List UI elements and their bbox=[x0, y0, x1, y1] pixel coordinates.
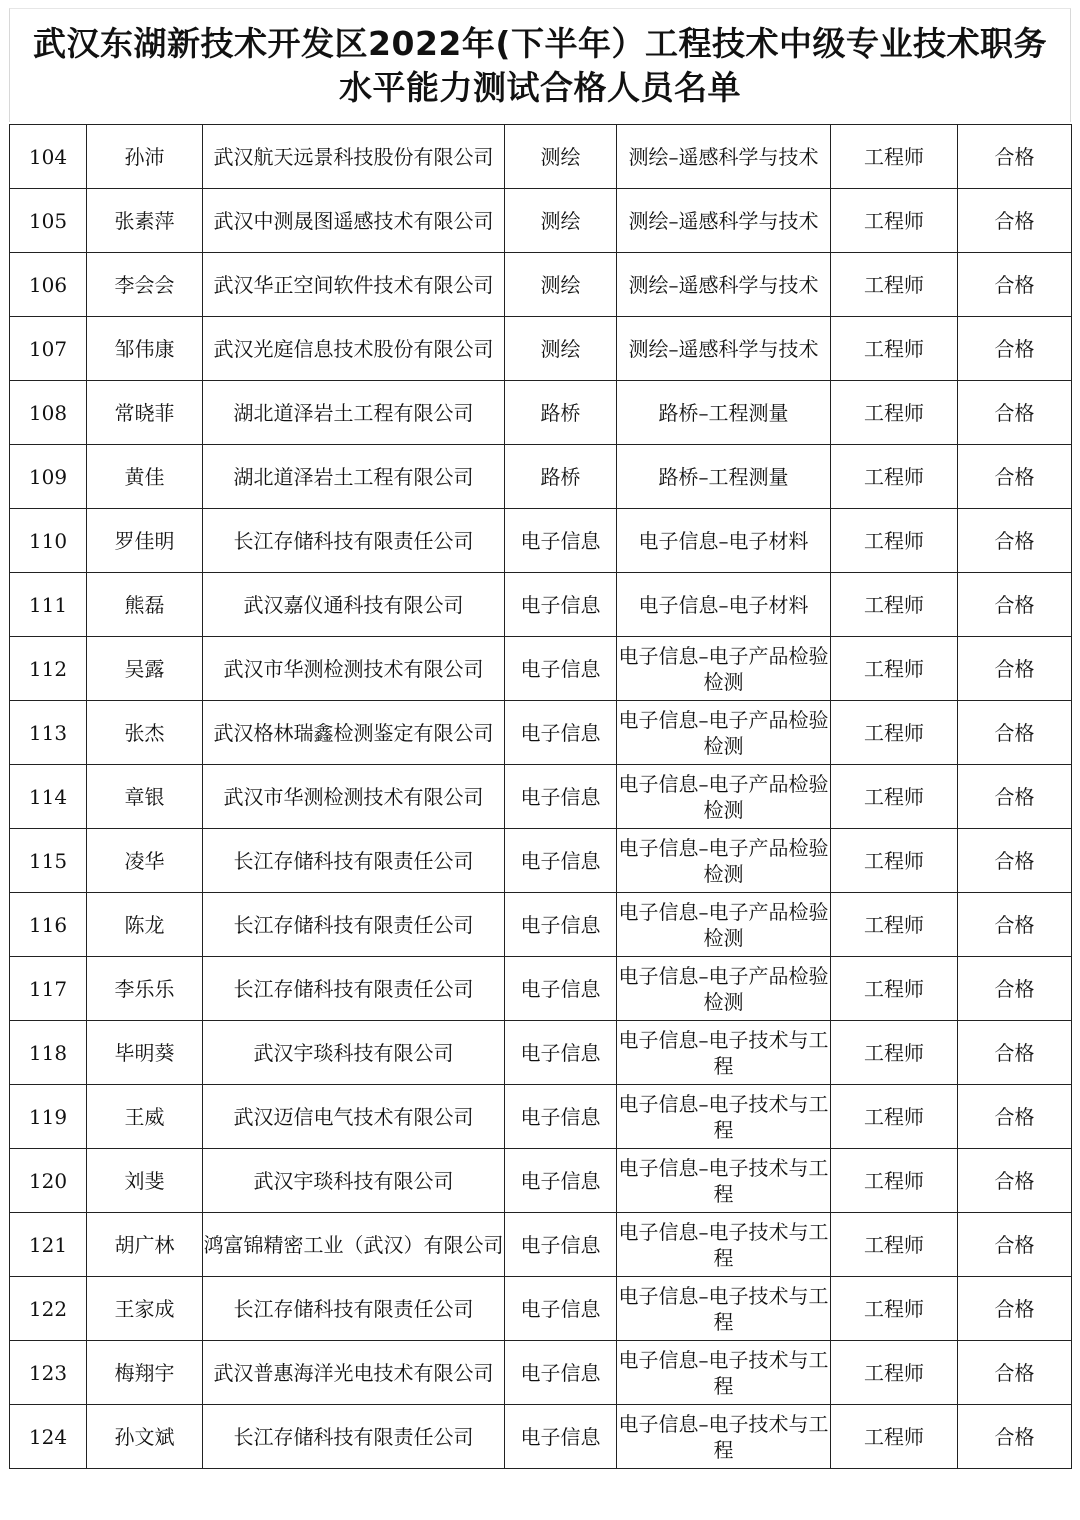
specialty-field-cell: 测绘 bbox=[505, 317, 617, 381]
company-cell: 湖北道泽岩土工程有限公司 bbox=[203, 381, 505, 445]
sub-specialty-cell: 电子信息–电子技术与工程 bbox=[617, 1277, 831, 1341]
person-name-cell: 熊磊 bbox=[87, 573, 203, 637]
serial-number-cell: 114 bbox=[10, 765, 87, 829]
company-cell: 长江存储科技有限责任公司 bbox=[203, 893, 505, 957]
specialty-field-cell: 电子信息 bbox=[505, 637, 617, 701]
specialty-field-cell: 电子信息 bbox=[505, 1405, 617, 1469]
serial-number-cell: 117 bbox=[10, 957, 87, 1021]
company-cell: 武汉市华测检测技术有限公司 bbox=[203, 765, 505, 829]
sub-specialty-cell: 电子信息–电子产品检验检测 bbox=[617, 829, 831, 893]
specialty-field-cell: 电子信息 bbox=[505, 1021, 617, 1085]
sub-specialty-cell: 电子信息–电子技术与工程 bbox=[617, 1213, 831, 1277]
serial-number-cell: 112 bbox=[10, 637, 87, 701]
company-cell: 武汉迈信电气技术有限公司 bbox=[203, 1085, 505, 1149]
table-row bbox=[10, 509, 1072, 573]
result-cell: 合格 bbox=[958, 253, 1072, 317]
specialty-field-cell: 电子信息 bbox=[505, 765, 617, 829]
person-name-cell: 毕明葵 bbox=[87, 1021, 203, 1085]
serial-number-cell: 113 bbox=[10, 701, 87, 765]
qualification-title-cell: 工程师 bbox=[831, 125, 958, 189]
qualification-title-cell: 工程师 bbox=[831, 253, 958, 317]
company-cell: 武汉航天远景科技股份有限公司 bbox=[203, 125, 505, 189]
result-cell: 合格 bbox=[958, 1085, 1072, 1149]
serial-number-cell: 121 bbox=[10, 1213, 87, 1277]
result-cell: 合格 bbox=[958, 125, 1072, 189]
table-row bbox=[10, 189, 1072, 253]
table-row bbox=[10, 125, 1072, 189]
person-name-cell: 李乐乐 bbox=[87, 957, 203, 1021]
specialty-field-cell: 路桥 bbox=[505, 445, 617, 509]
sub-specialty-cell: 电子信息–电子技术与工程 bbox=[617, 1085, 831, 1149]
specialty-field-cell: 电子信息 bbox=[505, 829, 617, 893]
result-cell: 合格 bbox=[958, 1149, 1072, 1213]
specialty-field-cell: 电子信息 bbox=[505, 701, 617, 765]
result-cell: 合格 bbox=[958, 765, 1072, 829]
serial-number-cell: 124 bbox=[10, 1405, 87, 1469]
serial-number-cell: 118 bbox=[10, 1021, 87, 1085]
person-name-cell: 常晓菲 bbox=[87, 381, 203, 445]
person-name-cell: 李会会 bbox=[87, 253, 203, 317]
specialty-field-cell: 测绘 bbox=[505, 189, 617, 253]
result-cell: 合格 bbox=[958, 189, 1072, 253]
serial-number-cell: 123 bbox=[10, 1341, 87, 1405]
specialty-field-cell: 电子信息 bbox=[505, 573, 617, 637]
person-name-cell: 孙文斌 bbox=[87, 1405, 203, 1469]
result-cell: 合格 bbox=[958, 957, 1072, 1021]
result-cell: 合格 bbox=[958, 317, 1072, 381]
result-cell: 合格 bbox=[958, 573, 1072, 637]
table-row bbox=[10, 1021, 1072, 1085]
person-name-cell: 孙沛 bbox=[87, 125, 203, 189]
table-row bbox=[10, 1213, 1072, 1277]
result-cell: 合格 bbox=[958, 701, 1072, 765]
serial-number-cell: 111 bbox=[10, 573, 87, 637]
result-cell: 合格 bbox=[958, 1405, 1072, 1469]
qualification-title-cell: 工程师 bbox=[831, 317, 958, 381]
table-row bbox=[10, 701, 1072, 765]
qualification-title-cell: 工程师 bbox=[831, 1405, 958, 1469]
serial-number-cell: 107 bbox=[10, 317, 87, 381]
sub-specialty-cell: 测绘–遥感科学与技术 bbox=[617, 189, 831, 253]
company-cell: 长江存储科技有限责任公司 bbox=[203, 829, 505, 893]
serial-number-cell: 106 bbox=[10, 253, 87, 317]
sub-specialty-cell: 电子信息–电子技术与工程 bbox=[617, 1021, 831, 1085]
company-cell: 湖北道泽岩土工程有限公司 bbox=[203, 445, 505, 509]
sub-specialty-cell: 电子信息–电子产品检验检测 bbox=[617, 957, 831, 1021]
person-name-cell: 胡广林 bbox=[87, 1213, 203, 1277]
qualification-title-cell: 工程师 bbox=[831, 1277, 958, 1341]
qualification-title-cell: 工程师 bbox=[831, 893, 958, 957]
qualification-title-cell: 工程师 bbox=[831, 381, 958, 445]
result-cell: 合格 bbox=[958, 829, 1072, 893]
sub-specialty-cell: 测绘–遥感科学与技术 bbox=[617, 317, 831, 381]
specialty-field-cell: 电子信息 bbox=[505, 1277, 617, 1341]
document-title bbox=[9, 8, 1071, 122]
company-cell: 武汉光庭信息技术股份有限公司 bbox=[203, 317, 505, 381]
company-cell: 长江存储科技有限责任公司 bbox=[203, 509, 505, 573]
qualification-title-cell: 工程师 bbox=[831, 1213, 958, 1277]
person-name-cell: 梅翔宇 bbox=[87, 1341, 203, 1405]
roster-body bbox=[10, 125, 1072, 1469]
qualification-title-cell: 工程师 bbox=[831, 701, 958, 765]
person-name-cell: 王威 bbox=[87, 1085, 203, 1149]
roster-table bbox=[9, 124, 1072, 1469]
sub-specialty-cell: 路桥–工程测量 bbox=[617, 381, 831, 445]
table-row bbox=[10, 1149, 1072, 1213]
sub-specialty-cell: 电子信息–电子产品检验检测 bbox=[617, 893, 831, 957]
serial-number-cell: 104 bbox=[10, 125, 87, 189]
sub-specialty-cell: 电子信息–电子材料 bbox=[617, 573, 831, 637]
result-cell: 合格 bbox=[958, 445, 1072, 509]
person-name-cell: 黄佳 bbox=[87, 445, 203, 509]
specialty-field-cell: 测绘 bbox=[505, 253, 617, 317]
serial-number-cell: 119 bbox=[10, 1085, 87, 1149]
specialty-field-cell: 电子信息 bbox=[505, 957, 617, 1021]
table-row bbox=[10, 1405, 1072, 1469]
sub-specialty-cell: 电子信息–电子产品检验检测 bbox=[617, 637, 831, 701]
table-row bbox=[10, 381, 1072, 445]
person-name-cell: 章银 bbox=[87, 765, 203, 829]
serial-number-cell: 122 bbox=[10, 1277, 87, 1341]
person-name-cell: 张素萍 bbox=[87, 189, 203, 253]
table-row bbox=[10, 253, 1072, 317]
result-cell: 合格 bbox=[958, 1277, 1072, 1341]
serial-number-cell: 115 bbox=[10, 829, 87, 893]
qualification-title-cell: 工程师 bbox=[831, 189, 958, 253]
table-row bbox=[10, 957, 1072, 1021]
title-line-2: 水平能力测试合格人员名单 bbox=[339, 67, 741, 107]
sub-specialty-cell: 路桥–工程测量 bbox=[617, 445, 831, 509]
person-name-cell: 张杰 bbox=[87, 701, 203, 765]
person-name-cell: 王家成 bbox=[87, 1277, 203, 1341]
result-cell: 合格 bbox=[958, 1021, 1072, 1085]
sub-specialty-cell: 电子信息–电子技术与工程 bbox=[617, 1149, 831, 1213]
table-row bbox=[10, 637, 1072, 701]
qualification-title-cell: 工程师 bbox=[831, 957, 958, 1021]
result-cell: 合格 bbox=[958, 1213, 1072, 1277]
qualification-title-cell: 工程师 bbox=[831, 1085, 958, 1149]
person-name-cell: 邹伟康 bbox=[87, 317, 203, 381]
specialty-field-cell: 电子信息 bbox=[505, 1149, 617, 1213]
company-cell: 武汉市华测检测技术有限公司 bbox=[203, 637, 505, 701]
sub-specialty-cell: 电子信息–电子产品检验检测 bbox=[617, 765, 831, 829]
table-row bbox=[10, 1085, 1072, 1149]
sub-specialty-cell: 测绘–遥感科学与技术 bbox=[617, 125, 831, 189]
qualification-title-cell: 工程师 bbox=[831, 765, 958, 829]
sub-specialty-cell: 电子信息–电子产品检验检测 bbox=[617, 701, 831, 765]
company-cell: 长江存储科技有限责任公司 bbox=[203, 1405, 505, 1469]
person-name-cell: 吴露 bbox=[87, 637, 203, 701]
company-cell: 长江存储科技有限责任公司 bbox=[203, 957, 505, 1021]
serial-number-cell: 108 bbox=[10, 381, 87, 445]
result-cell: 合格 bbox=[958, 509, 1072, 573]
company-cell: 武汉中测晟图遥感技术有限公司 bbox=[203, 189, 505, 253]
company-cell: 武汉宇琰科技有限公司 bbox=[203, 1021, 505, 1085]
table-row bbox=[10, 765, 1072, 829]
qualification-title-cell: 工程师 bbox=[831, 1021, 958, 1085]
specialty-field-cell: 测绘 bbox=[505, 125, 617, 189]
qualification-title-cell: 工程师 bbox=[831, 637, 958, 701]
specialty-field-cell: 电子信息 bbox=[505, 1085, 617, 1149]
result-cell: 合格 bbox=[958, 893, 1072, 957]
result-cell: 合格 bbox=[958, 637, 1072, 701]
table-row bbox=[10, 893, 1072, 957]
person-name-cell: 凌华 bbox=[87, 829, 203, 893]
company-cell: 武汉普惠海洋光电技术有限公司 bbox=[203, 1341, 505, 1405]
specialty-field-cell: 电子信息 bbox=[505, 893, 617, 957]
person-name-cell: 陈龙 bbox=[87, 893, 203, 957]
serial-number-cell: 110 bbox=[10, 509, 87, 573]
table-row bbox=[10, 317, 1072, 381]
qualification-title-cell: 工程师 bbox=[831, 509, 958, 573]
table-row bbox=[10, 829, 1072, 893]
sub-specialty-cell: 电子信息–电子材料 bbox=[617, 509, 831, 573]
company-cell: 武汉宇琰科技有限公司 bbox=[203, 1149, 505, 1213]
specialty-field-cell: 电子信息 bbox=[505, 1213, 617, 1277]
table-row bbox=[10, 573, 1072, 637]
specialty-field-cell: 路桥 bbox=[505, 381, 617, 445]
qualification-title-cell: 工程师 bbox=[831, 573, 958, 637]
person-name-cell: 刘斐 bbox=[87, 1149, 203, 1213]
company-cell: 鸿富锦精密工业（武汉）有限公司 bbox=[203, 1213, 505, 1277]
serial-number-cell: 116 bbox=[10, 893, 87, 957]
qualification-title-cell: 工程师 bbox=[831, 829, 958, 893]
company-cell: 长江存储科技有限责任公司 bbox=[203, 1277, 505, 1341]
qualification-title-cell: 工程师 bbox=[831, 445, 958, 509]
sub-specialty-cell: 电子信息–电子技术与工程 bbox=[617, 1341, 831, 1405]
company-cell: 武汉格林瑞鑫检测鉴定有限公司 bbox=[203, 701, 505, 765]
serial-number-cell: 109 bbox=[10, 445, 87, 509]
result-cell: 合格 bbox=[958, 1341, 1072, 1405]
table-row bbox=[10, 1277, 1072, 1341]
table-row bbox=[10, 1341, 1072, 1405]
company-cell: 武汉华正空间软件技术有限公司 bbox=[203, 253, 505, 317]
serial-number-cell: 120 bbox=[10, 1149, 87, 1213]
result-cell: 合格 bbox=[958, 381, 1072, 445]
company-cell: 武汉嘉仪通科技有限公司 bbox=[203, 573, 505, 637]
sub-specialty-cell: 电子信息–电子技术与工程 bbox=[617, 1405, 831, 1469]
table-row bbox=[10, 445, 1072, 509]
specialty-field-cell: 电子信息 bbox=[505, 1341, 617, 1405]
qualification-title-cell: 工程师 bbox=[831, 1341, 958, 1405]
title-line-1: 武汉东湖新技术开发区2022年(下半年）工程技术中级专业技术职务 bbox=[33, 23, 1047, 63]
person-name-cell: 罗佳明 bbox=[87, 509, 203, 573]
serial-number-cell: 105 bbox=[10, 189, 87, 253]
specialty-field-cell: 电子信息 bbox=[505, 509, 617, 573]
qualification-title-cell: 工程师 bbox=[831, 1149, 958, 1213]
sub-specialty-cell: 测绘–遥感科学与技术 bbox=[617, 253, 831, 317]
